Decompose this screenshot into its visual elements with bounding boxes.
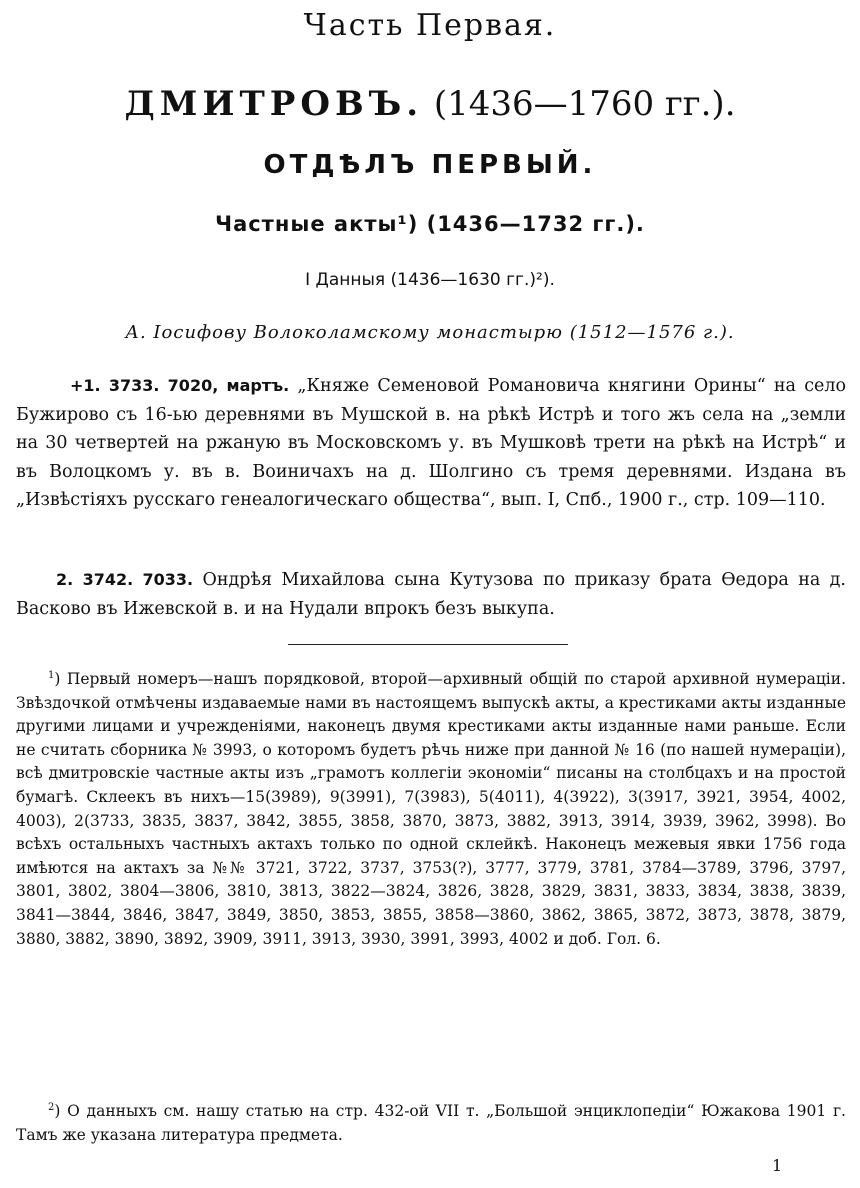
main-title	[0, 84, 860, 124]
subsection-2-title: I Данныя (1436—1630 гг.)²).	[305, 270, 555, 290]
part-title: Часть Первая.	[303, 8, 557, 43]
footnote	[16, 668, 846, 951]
footnote-text: ) Первый номеръ—нашъ порядковой, второй—архивный общій по старой архивной нумераціи. Звѣздочкой отмѣчены издаваемые нами въ настоящемъ выпускѣ акты, а крестиками акты изданные другими лицами и учрежденіями, наконецъ двумя крестиками акты изданные нами раньше. Если не считать сборника № 3993, о которомъ будетъ рѣчь ниже при данной № 16 (по нашей нумераціи), всѣ дмитровскіе частные акты изъ „грамотъ коллегіи экономіи“ писаны на столбцахъ и на простой бумагѣ. Склеекъ въ нихъ—15(3989), 9(3991), 7(3983), 5(4011), 4(3922), 3(3917, 3921, 3954, 4002, 4003), 2(3733, 3835, 3837, 3842, 3855, 3858, 3870, 3873, 3882, 3913, 3914, 3939, 3962, 3998). Во всѣхъ остальныхъ частныхъ актахъ только по одной склейкѣ. Наконецъ межевыя явки 1756 года имѣются на актахъ за №№ 3721, 3722, 3737, 3753(?), 3777, 3779, 3781, 3784—3789, 3796, 3797, 3801, 3802, 3804—3806, 3810, 3813, 3822—3824, 3826, 3828, 3829, 3831, 3833, 3834, 3838, 3839, 3841—3844, 3846, 3847, 3849, 3850, 3853, 3855, 3858—3860, 3862, 3865, 3872, 3873, 3878, 3879, 3880, 3882, 3890, 3892, 3909, 3911, 3913, 3930, 3991, 3993, 4002 и доб. Гол. 6.	[16, 670, 847, 948]
entry-paragraph	[16, 372, 846, 515]
page-number: 1	[772, 1156, 783, 1175]
main-title-years: (1436—1760 гг.).	[423, 84, 736, 124]
footnote-marker: 1	[48, 670, 55, 681]
entry-paragraph	[16, 566, 846, 623]
entry-text: „Княже Семеновой Романовича княгини Орины“ на село Бужирово съ 16-ью деревнями въ Мушской в. на рѣкѣ Истрѣ и того жъ села на „земли на 30 четвертей на ржаную въ Московскомъ у. въ Мушковѣ трети на рѣкѣ на Истрѣ“ и въ Волоцкомъ у. въ в. Воиничахъ на д. Шолгино съ тремя деревнями. Издана въ „Извѣстіяхъ русскаго генеалогическаго общества“, вып. I, Спб., 1900 г., стр. 109—110.	[16, 376, 847, 510]
footnote-text: ) О данныхъ см. нашу статью на стр. 432-ой VII т. „Большой энциклопедіи“ Южакова 1901 г. Тамъ же указана литература предмета.	[16, 1102, 846, 1144]
footnote	[16, 1100, 846, 1147]
footnote-divider	[288, 644, 568, 645]
section-title: ОТДѢЛЪ ПЕРВЫЙ.	[263, 150, 597, 180]
subsection-3-title: А. Іосифову Волоколамскому монастырю (1512—1576 г.).	[125, 322, 735, 343]
subsection-title: Частные акты¹) (1436—1732 гг.).	[215, 212, 645, 236]
entry-lead: 2. 3742. 7033.	[56, 570, 194, 589]
entry-text: Ондрѣя Михайлова сына Кутузова по приказу брата Ѳедора на д. Васково въ Ижевской в. и на Нудали впрокъ безъ выкупа.	[16, 570, 846, 619]
main-title-name: ДМИТРОВЪ.	[124, 84, 424, 124]
entry-lead: +1. 3733. 7020, мартъ.	[70, 376, 290, 395]
footnote-marker: 2	[48, 1102, 55, 1113]
